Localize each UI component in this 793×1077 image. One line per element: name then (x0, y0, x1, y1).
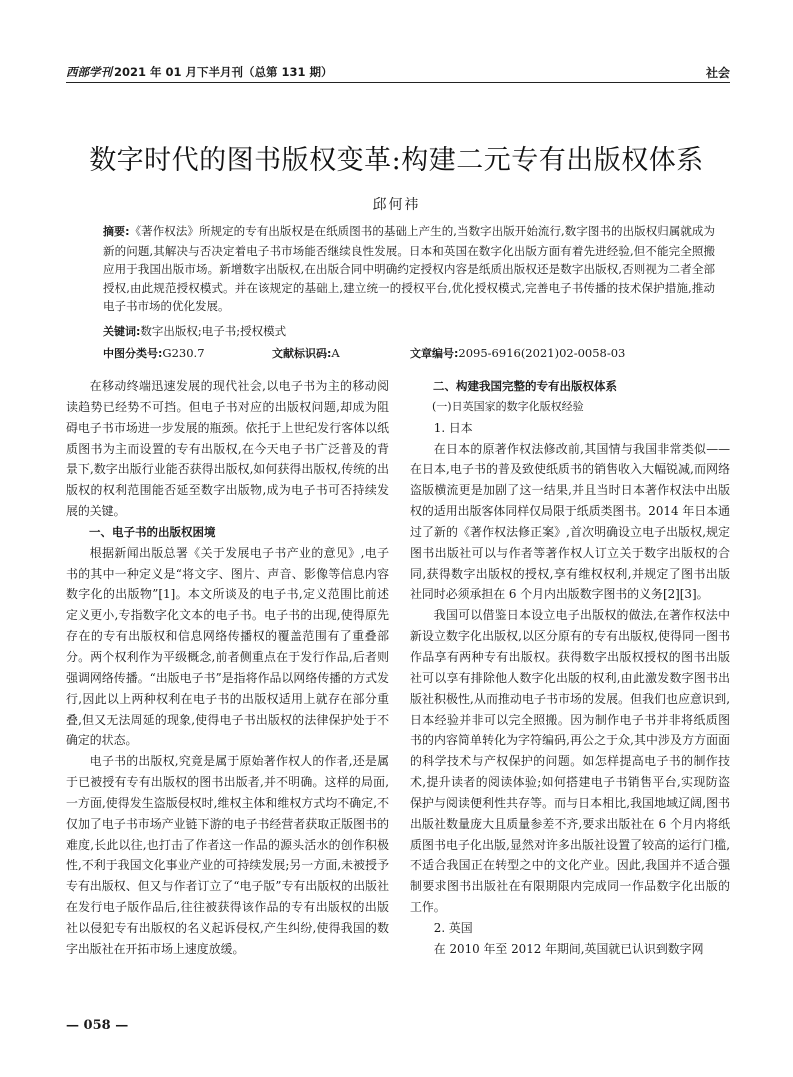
paragraph: 我国可以借鉴日本设立电子出版权的做法,在著作权法中新设立数字化出版权,以区分原有的专有出版权,使得同一图书作品享有两种专有出版权。获得数字出版权授权的图书出版社可以享有排除他人数字化出版的权利,由此激发数字图书出版社积极性,从而推动电子书市场的发展。但我们也应意识到,日本经验并非可以完全照搬。因为制作电子书并非将纸质图书的内容简单转化为字符编码,再公之于众,其中涉及方方面面的科学技术与产权保护的问题。如怎样提高电子书的制作技术,提升读者的阅读体验;如何搭建电子书销售平台,实现防盗保护与阅读便利性共存等。而与日本相比,我国地域辽阔,图书出版社数量庞大且质量参差不齐,要求出版社在 6 个月内将纸质图书电子化出版,显然对许多出版社设置了较高的运行门槛,不适合我国正在转型之中的文化产业。因此,我国并不适合强制要求图书出版社在有限期限内完成同一作品数字化出版的工作。 (410, 608, 730, 915)
section-label: 社会 (705, 66, 730, 80)
paragraph: 电子书的出版权,究竟是属于原始著作权人的作者,还是属于已被授有专有出版权的图书出版者,并不明确。这样的局面,一方面,使得发生盗版侵权时,维权主体和维权方式均不确定,不仅加了电子书市场产业链下游的电子书经营者获取正版图书的难度,长此以往,也打击了作者这一作品的源头活水的创作积极性,不利于我国文化事业产业的可持续发展;另一方面,未被授予专有出版权、但又与作者订立了“电子版”专有出版权的出版社在发行电子版作品后,往往被获得该作品的专有出版权的出版社以侵犯专有出版权的名义起诉侵权,产生纠纷,使得我国的数字出版社在开拓市场上速度放缓。 (66, 754, 389, 956)
author-name: 邱何祎 (372, 197, 421, 213)
paragraph: 根据新闻出版总署《关于发展电子书产业的意见》,电子书的其中一种定义是“将文字、图片、声音、影像等信息内容数字化的出版物”[1]。本文所谈及的电子书,定义范围比前述定义更小,专指数字化文本的电子书。电子书的出现,使得原先存在的专有出版权和信息网络传播权的覆盖范围有了重叠部分。两个权利作为平级概念,前者侧重点在于发行作品,后者则强调网络传播。“出版电子书”是指将作品以网络传播的方式发行,因此以上两种权利在电子书的出版权适用上就存在部分重叠,但又无法周延的现象,使得电子书出版权的法律保护处于不确定的状态。 (66, 545, 389, 748)
journal-info (66, 64, 333, 80)
keywords (103, 323, 286, 339)
subsection-number: 1. 日本 (433, 420, 473, 435)
article-value: 2095-6916(2021)02-0058-03 (458, 346, 626, 360)
clc-label: 中图分类号: (103, 347, 163, 360)
subsection-heading: (一)日英国家的数字化版权经验 (432, 399, 584, 413)
issue-info: 2021 年 01 月下半月刊（总第 131 期） (114, 65, 333, 79)
subsection-number: 2. 英国 (433, 920, 473, 935)
article-title: 数字时代的图书版权变革:构建二元专有出版权体系 (89, 145, 704, 176)
abstract-text: 《著作权法》所规定的专有出版权是在纸质图书的基础上产生的,当数字出版开始流行,数字图书的出版权归属就成为新的问题,其解决与否决定着电子书市场能否继续良性发展。日本和英国在数字化出版方面有着先进经验,但不能完全照搬应用于我国出版市场。新增数字出版权,在出版合同中明确约定授权内容是纸质出版权还是数字出版权,否则视为二者全部授权,由此规范授权模式。并在该规定的基础上,建立统一的授权平台,优化授权模式,完善电子书传播的技术保护措施,推动电子书市场的优化发展。 (103, 224, 715, 314)
body-column-right (410, 376, 730, 960)
section-heading: 一、电子书的出版权困境 (89, 524, 216, 539)
abstract (103, 222, 715, 316)
keywords-text: 数字出版权;电子书;授权模式 (140, 324, 287, 338)
body-column-left (66, 376, 389, 960)
running-header (66, 62, 730, 84)
section-heading: 二、构建我国完整的专有出版权体系 (433, 379, 617, 393)
doc-value: A (331, 346, 340, 360)
article-number (410, 345, 625, 361)
document-code (272, 345, 340, 361)
keywords-label: 关键词: (103, 325, 141, 338)
doc-label: 文献标识码: (272, 347, 332, 360)
paragraph: 在 2010 年至 2012 年期间,英国就已认识到数字网 (433, 941, 704, 956)
clc-number (103, 345, 205, 361)
paragraph: 在移动终端迅速发展的现代社会,以电子书为主的移动阅读趋势已经势不可挡。但电子书对应的出版权问题,却成为阻碍电子书市场进一步发展的瓶颈。依托于上世纪发行客体以纸质图书为主而设置的专有出版权,在今天电子书广泛普及的背景下,数字出版行业能否获得出版权,如何获得出版权,传统的出版权的权利范围能否延至数字出版物,成为电子书可否持续发展的关键。 (66, 379, 389, 519)
journal-logo: 西部学刊 (66, 65, 112, 79)
clc-value: G230.7 (162, 346, 205, 360)
article-label: 文章编号: (410, 347, 459, 360)
abstract-label: 摘要: (103, 225, 130, 238)
header-rule (66, 82, 730, 83)
page-number: — 058 — (66, 1018, 129, 1033)
paragraph: 在日本的原著作权法修改前,其国情与我国非常类似——在日本,电子书的普及致使纸质书的销售收入大幅锐减,而网络盗版横流更是加剧了这一结果,并且当时日本著作权法中出版权的适用出版客体同样仅局限于纸质类图书。2014 年日本通过了新的《著作权法修正案》,首次明确设立电子出版权,规定图书出版社可以与作者等著作权人订立关于数字出版权的合同,获得数字出版权的授权,享有维权权利,并规定了图书出版社同时必须承担在 6 个月内出版数字图书的义务[2][3]。 (410, 441, 730, 602)
